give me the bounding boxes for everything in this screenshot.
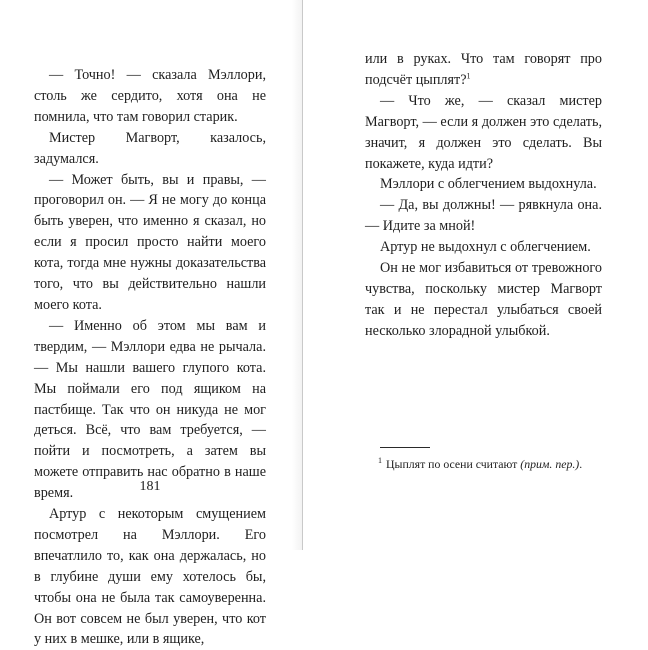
paragraph: Артур с некоторым смущением посмотрел на Мэллори. Его впечатлило то, как она держалась, но в глубине души ему хотелось бы, чтобы она не была так самоуверенна. Он вот совсем не был уверен, что кот у них в мешке, или в ящике, [34, 506, 270, 648]
paragraph: Мистер Магворт, казалось, задумался. [34, 129, 270, 167]
footnote-tail: . [579, 457, 583, 471]
footnote-divider [380, 447, 430, 448]
paragraph: — Может быть, вы и правы, — проговорил он. — Я не могу до конца быть уверен, что именно я сказал, но если я просил просто найти моего кота, тогда мне нужны доказательства того, что вы действительно нашли моего кота. [34, 171, 270, 313]
paragraph: Мэллори с облегчением выдохнула. [380, 176, 597, 193]
paragraph: — Точно! — сказала Мэллори, столь же сердито, хотя она не помнила, что там говорил старик. [34, 67, 270, 125]
right-page-text [365, 49, 606, 342]
page-number: 181 [139, 479, 161, 494]
footnote-text: Цыплят по осени считают [386, 457, 521, 471]
paragraph: — Да, вы должны! — рявкнула она. — Идите за мной! [365, 197, 606, 235]
footnote-mark: 1 [378, 456, 382, 466]
left-page-text [34, 65, 270, 650]
paragraph: — Именно об этом мы вам и твердим, — Мэллори едва не рычала. — Мы нашли вашего глупого кота. Мы поймали его под ящиком на пастбище. Так что он никуда не мог деться. Всё, что вам требуется, — пойти и посмотреть, а затем вы можете отправить нас обратно в наше время. [34, 317, 270, 502]
right-page [303, 0, 648, 550]
footnote [378, 457, 638, 472]
left-page [0, 0, 302, 648]
footnote-reference: 1 [466, 71, 471, 81]
paragraph: Артур не выдохнул с облегчением. [380, 239, 591, 256]
gutter-shadow [292, 0, 302, 550]
paragraph: — Что же, — сказал мистер Магворт, — если я должен это сделать, значит, я должен это сделать. Вы покажете, куда идти? [365, 92, 606, 172]
paragraph: Он не мог избавиться от тревожного чувства, поскольку мистер Магворт так и не перестал улыбаться своей несколько злорадной улыбкой. [365, 260, 606, 339]
footnote-translator-note: (прим. пер.) [520, 457, 580, 471]
paragraph-continued: или в руках. Что там говорят про подсчёт цыплят?$^1$ [365, 51, 606, 88]
